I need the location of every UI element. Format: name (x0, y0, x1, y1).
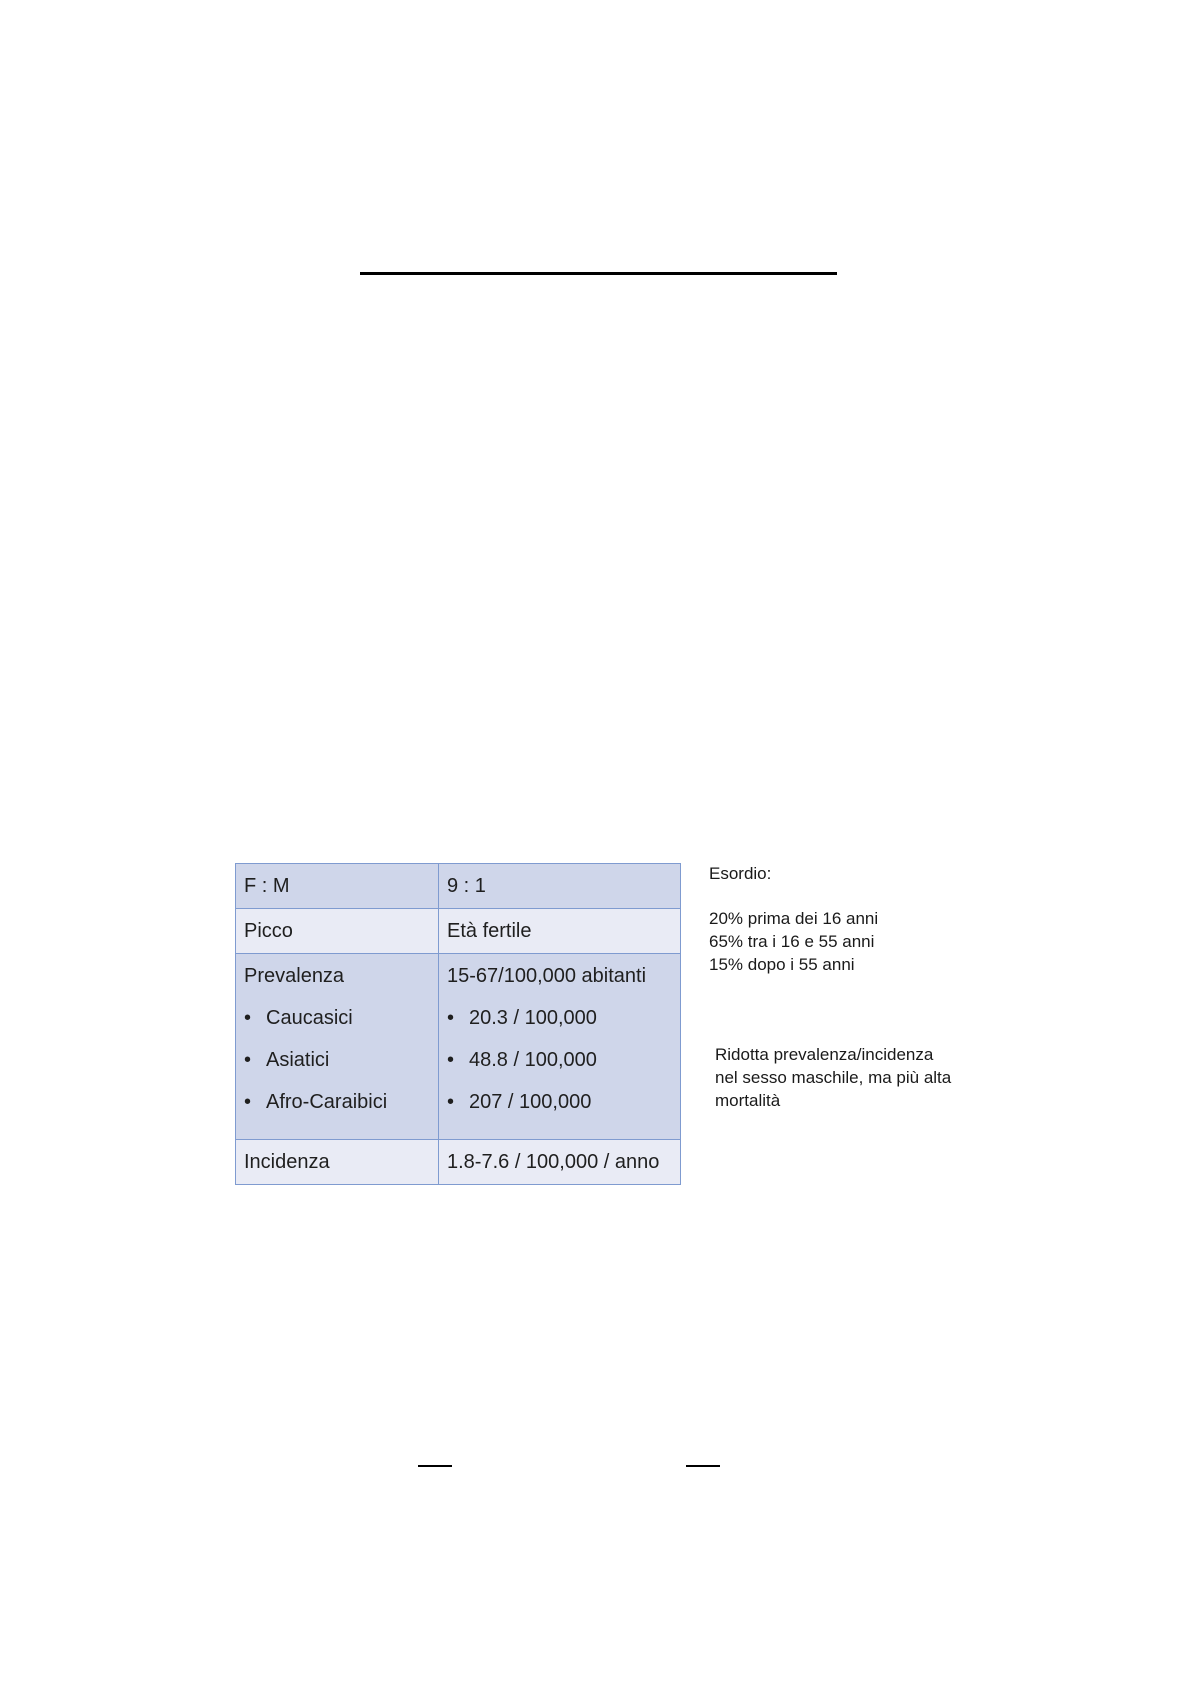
bullet: • (447, 1007, 455, 1029)
list-item (447, 1088, 672, 1130)
blank-underline (686, 1465, 720, 1467)
sub-value: 20.3 / 100,000 (469, 1007, 597, 1029)
prevalence-value-cell (439, 954, 681, 1140)
list-item (244, 1088, 430, 1130)
row-label: Prevalenza (244, 965, 345, 987)
sub-label: Caucasici (266, 1007, 353, 1029)
note-line: mortalità (715, 1091, 781, 1110)
sub-value: 48.8 / 100,000 (469, 1049, 597, 1071)
list-item (447, 1004, 672, 1046)
title-underline (360, 272, 837, 275)
bullet: • (244, 1007, 252, 1029)
onset-title: Esordio: (709, 864, 772, 883)
epidemiology-table (235, 863, 681, 1185)
row-value: 1.8-7.6 / 100,000 / anno (439, 1140, 681, 1185)
note-line: nel sesso maschile, ma più alta (715, 1068, 952, 1087)
table-row (236, 954, 681, 1140)
onset-notes (709, 862, 969, 976)
row-value: 9 : 1 (439, 864, 681, 909)
bullet: • (447, 1091, 455, 1113)
onset-line: 15% dopo i 55 anni (709, 955, 855, 974)
table-row (236, 864, 681, 909)
onset-line: 20% prima dei 16 anni (709, 909, 879, 928)
list-item (447, 1046, 672, 1088)
bullet: • (244, 1049, 252, 1071)
prevalence-label-cell (236, 954, 439, 1140)
mortality-note (715, 1043, 985, 1112)
row-label: Incidenza (236, 1140, 439, 1185)
list-item (244, 1004, 430, 1046)
sub-label: Asiatici (266, 1049, 330, 1071)
table-row (236, 1140, 681, 1185)
onset-line: 65% tra i 16 e 55 anni (709, 932, 875, 951)
list-item (244, 1046, 430, 1088)
row-label: Picco (236, 909, 439, 954)
sub-label: Afro-Caraibici (266, 1091, 388, 1113)
row-value: 15-67/100,000 abitanti (447, 965, 647, 987)
note-line: Ridotta prevalenza/incidenza (715, 1045, 934, 1064)
blank-underline (418, 1465, 452, 1467)
bullet: • (244, 1091, 252, 1113)
row-label: F : M (236, 864, 439, 909)
row-value: Età fertile (439, 909, 681, 954)
sub-value: 207 / 100,000 (469, 1091, 592, 1113)
table-row (236, 909, 681, 954)
bullet: • (447, 1049, 455, 1071)
